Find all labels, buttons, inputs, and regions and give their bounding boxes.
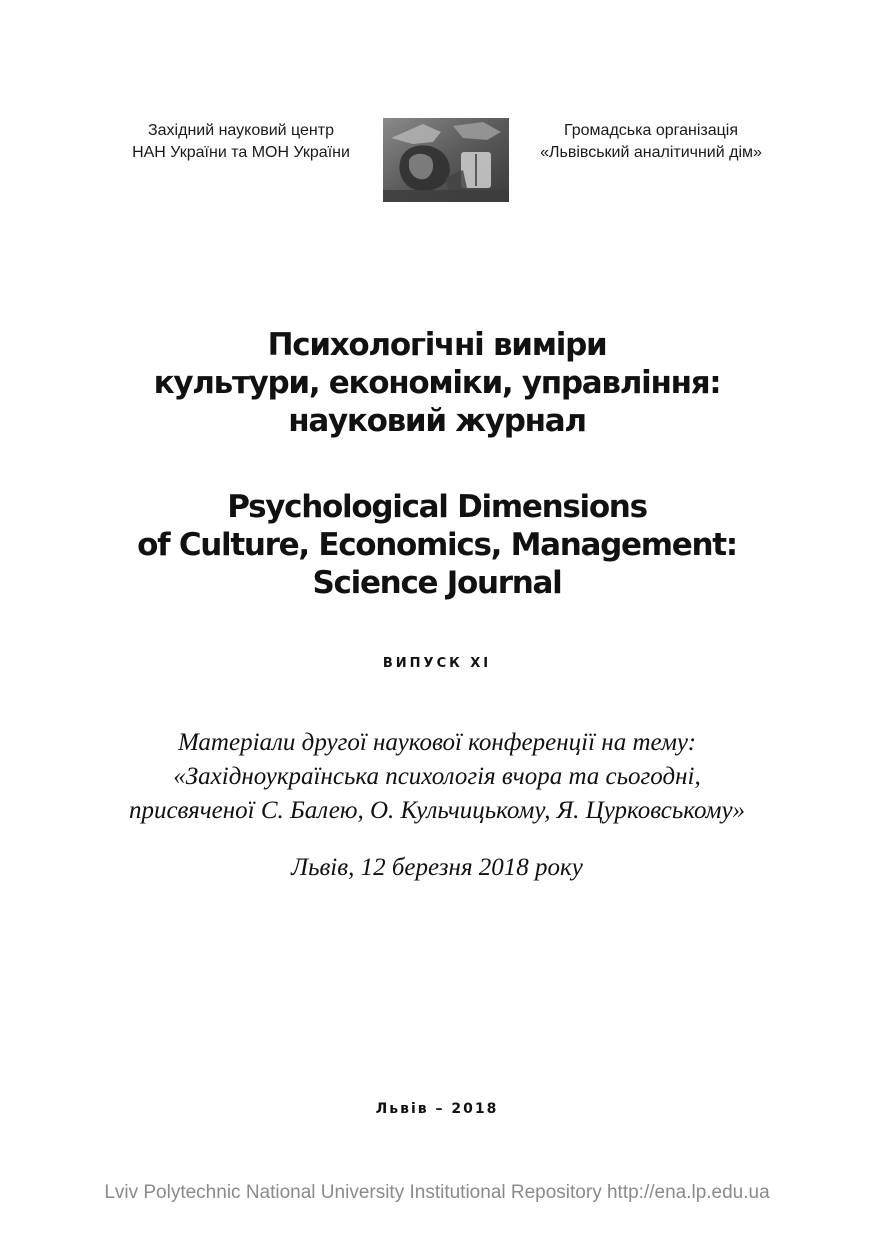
right-organization-line-1: Громадська організація bbox=[563, 122, 738, 139]
repository-notice: Lviv Polytechnic National University Institutional Repository http://ena.lp.edu.ua bbox=[104, 1182, 770, 1203]
journal-title-english-line-3: Science Journal bbox=[312, 565, 562, 601]
conference-place-date: Львів, 12 березня 2018 року bbox=[291, 854, 583, 881]
journal-title-ukrainian-line-3: науковий журнал bbox=[288, 403, 586, 439]
left-organization-line-1: Західний науковий центр bbox=[147, 122, 334, 139]
journal-title-ukrainian-line-1: Психологічні виміри bbox=[267, 327, 607, 363]
right-organization bbox=[520, 120, 782, 164]
right-organization-line-2: «Львівський аналітичний дім» bbox=[540, 144, 762, 161]
journal-title-english bbox=[0, 488, 874, 602]
publication-city-year: Львів – 2018 bbox=[375, 1101, 499, 1117]
journal-title-ukrainian bbox=[0, 326, 874, 440]
conference-line-3: присвяченої С. Балею, О. Кульчицькому, Я. Цурковському» bbox=[128, 797, 746, 824]
left-organization-line-2: НАН України та МОН України bbox=[132, 144, 350, 161]
conference-line-1: Матеріали другої наукової конференції на тему: bbox=[177, 729, 697, 756]
journal-title-english-line-2: of Culture, Economics, Management: bbox=[137, 527, 737, 563]
conference-line-2: «Західноукраїнська психологія вчора та сьогодні, bbox=[173, 763, 701, 790]
issue-number: ВИПУСК XI bbox=[382, 656, 492, 671]
left-organization bbox=[110, 120, 372, 164]
journal-title-ukrainian-line-2: культури, економіки, управління: bbox=[153, 365, 721, 401]
conference-description bbox=[0, 726, 874, 828]
lion-emblem-icon bbox=[383, 118, 509, 202]
journal-title-english-line-1: Psychological Dimensions bbox=[227, 489, 647, 525]
